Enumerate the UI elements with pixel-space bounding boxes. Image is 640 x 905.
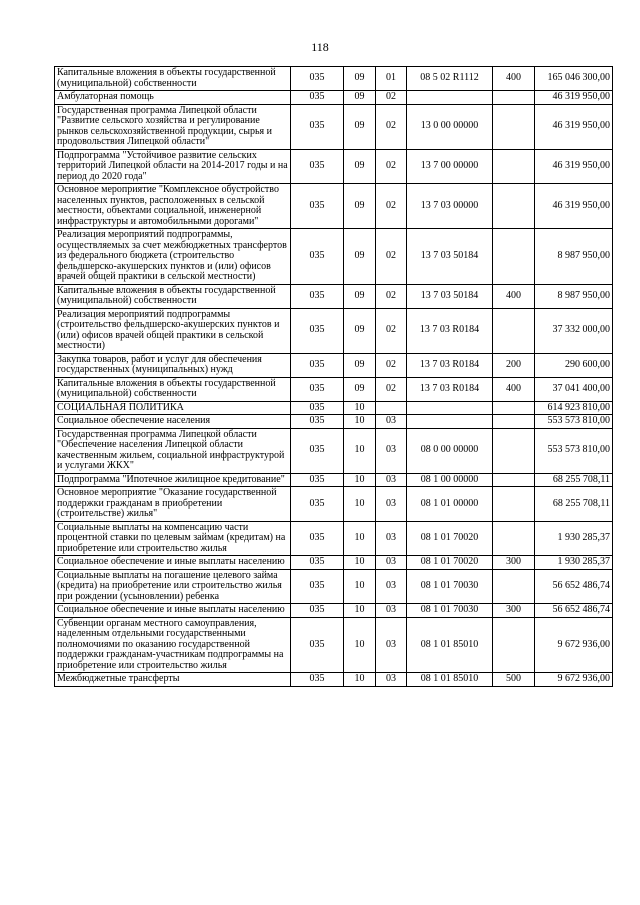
expense-type-cell xyxy=(493,487,535,522)
amount-cell: 68 255 708,11 xyxy=(535,473,613,487)
section-code-cell: 10 xyxy=(344,569,376,604)
amount-cell: 46 319 950,00 xyxy=(535,91,613,105)
target-article-cell xyxy=(407,91,493,105)
target-article-cell: 08 1 00 00000 xyxy=(407,473,493,487)
target-article-cell: 08 1 01 00000 xyxy=(407,487,493,522)
row-name-cell: Социальное обеспечение и иные выплаты населению xyxy=(55,604,291,618)
target-article-cell: 08 1 01 70030 xyxy=(407,604,493,618)
target-article-cell: 13 7 03 R0184 xyxy=(407,353,493,377)
row-name-cell: Межбюджетные трансферты xyxy=(55,673,291,687)
subsection-code-cell: 03 xyxy=(376,569,407,604)
table-row xyxy=(55,617,613,673)
row-name-cell: Капитальные вложения в объекты государственной (муниципальной) собственности xyxy=(55,67,291,91)
section-code-cell: 10 xyxy=(344,556,376,570)
subsection-code-cell: 03 xyxy=(376,521,407,556)
expense-type-cell: 500 xyxy=(493,673,535,687)
row-name-cell: СОЦИАЛЬНАЯ ПОЛИТИКА xyxy=(55,401,291,415)
ministry-code-cell: 035 xyxy=(291,569,344,604)
section-code-cell: 09 xyxy=(344,67,376,91)
ministry-code-cell: 035 xyxy=(291,428,344,473)
table-row xyxy=(55,353,613,377)
amount-cell: 1 930 285,37 xyxy=(535,521,613,556)
subsection-code-cell: 03 xyxy=(376,556,407,570)
subsection-code-cell: 03 xyxy=(376,673,407,687)
row-name-cell: Субвенции органам местного самоуправления, наделенным отдельными государственными полномочиями по оказанию государственной поддержки гражданам-участникам подпрограммы на приобретение или строительство жилья xyxy=(55,617,291,673)
row-name-cell: Социальные выплаты на погашение целевого займа (кредита) на приобретение или строительство жилья при рождении (усыновлении) ребенка xyxy=(55,569,291,604)
section-code-cell: 10 xyxy=(344,473,376,487)
row-name-cell: Основное мероприятие "Оказание государственной поддержки гражданам в приобретении (строительстве) жилья" xyxy=(55,487,291,522)
row-name-cell: Амбулаторная помощь xyxy=(55,91,291,105)
expense-type-cell xyxy=(493,229,535,285)
target-article-cell: 13 7 03 50184 xyxy=(407,284,493,308)
budget-table-body xyxy=(55,67,613,687)
table-row xyxy=(55,604,613,618)
section-code-cell: 10 xyxy=(344,617,376,673)
subsection-code-cell: 03 xyxy=(376,428,407,473)
ministry-code-cell: 035 xyxy=(291,308,344,353)
amount-cell: 614 923 810,00 xyxy=(535,401,613,415)
target-article-cell: 08 1 01 85010 xyxy=(407,673,493,687)
target-article-cell xyxy=(407,401,493,415)
ministry-code-cell: 035 xyxy=(291,353,344,377)
section-code-cell: 09 xyxy=(344,184,376,229)
ministry-code-cell: 035 xyxy=(291,377,344,401)
amount-cell: 46 319 950,00 xyxy=(535,149,613,184)
table-row xyxy=(55,184,613,229)
amount-cell: 165 046 300,00 xyxy=(535,67,613,91)
row-name-cell: Государственная программа Липецкой области "Развитие сельского хозяйства и регулирование рынков сельскохозяйственной продукции, сырья и продовольствия Липецкой области" xyxy=(55,104,291,149)
table-row xyxy=(55,473,613,487)
target-article-cell xyxy=(407,415,493,429)
row-name-cell: Подпрограмма "Устойчивое развитие сельских территорий Липецкой области на 2014-2017 годы и на период до 2020 года" xyxy=(55,149,291,184)
row-name-cell: Капитальные вложения в объекты государственной (муниципальной) собственности xyxy=(55,284,291,308)
expense-type-cell: 200 xyxy=(493,353,535,377)
subsection-code-cell: 02 xyxy=(376,229,407,285)
row-name-cell: Закупка товаров, работ и услуг для обеспечения государственных (муниципальных) нужд xyxy=(55,353,291,377)
target-article-cell: 13 0 00 00000 xyxy=(407,104,493,149)
amount-cell: 37 332 000,00 xyxy=(535,308,613,353)
table-row xyxy=(55,377,613,401)
section-code-cell: 10 xyxy=(344,428,376,473)
section-code-cell: 10 xyxy=(344,521,376,556)
table-row xyxy=(55,91,613,105)
row-name-cell: Социальное обеспечение и иные выплаты населению xyxy=(55,556,291,570)
expense-type-cell xyxy=(493,149,535,184)
ministry-code-cell: 035 xyxy=(291,604,344,618)
budget-table xyxy=(54,66,613,687)
amount-cell: 46 319 950,00 xyxy=(535,104,613,149)
subsection-code-cell: 03 xyxy=(376,487,407,522)
table-row xyxy=(55,415,613,429)
expense-type-cell xyxy=(493,428,535,473)
amount-cell: 68 255 708,11 xyxy=(535,487,613,522)
expense-type-cell: 400 xyxy=(493,67,535,91)
expense-type-cell xyxy=(493,91,535,105)
page-number: 118 xyxy=(311,40,329,54)
target-article-cell: 08 1 01 70020 xyxy=(407,521,493,556)
section-code-cell: 09 xyxy=(344,104,376,149)
expense-type-cell xyxy=(493,308,535,353)
table-row xyxy=(55,104,613,149)
row-name-cell: Основное мероприятие "Комплексное обустройство населенных пунктов, расположенных в сельской местности, объектами социальной, инженерной инфраструктуры и автомобильными дорогами" xyxy=(55,184,291,229)
expense-type-cell: 300 xyxy=(493,556,535,570)
subsection-code-cell: 02 xyxy=(376,308,407,353)
amount-cell: 553 573 810,00 xyxy=(535,428,613,473)
subsection-code-cell: 02 xyxy=(376,184,407,229)
ministry-code-cell: 035 xyxy=(291,487,344,522)
target-article-cell: 13 7 03 R0184 xyxy=(407,377,493,401)
table-row xyxy=(55,521,613,556)
section-code-cell: 10 xyxy=(344,487,376,522)
table-row xyxy=(55,569,613,604)
target-article-cell: 13 7 03 R0184 xyxy=(407,308,493,353)
expense-type-cell xyxy=(493,184,535,229)
table-row xyxy=(55,284,613,308)
subsection-code-cell: 03 xyxy=(376,473,407,487)
row-name-cell: Капитальные вложения в объекты государственной (муниципальной) собственности xyxy=(55,377,291,401)
section-code-cell: 09 xyxy=(344,229,376,285)
amount-cell: 8 987 950,00 xyxy=(535,229,613,285)
subsection-code-cell: 01 xyxy=(376,67,407,91)
amount-cell: 37 041 400,00 xyxy=(535,377,613,401)
ministry-code-cell: 035 xyxy=(291,104,344,149)
expense-type-cell xyxy=(493,569,535,604)
table-row xyxy=(55,229,613,285)
ministry-code-cell: 035 xyxy=(291,91,344,105)
table-row xyxy=(55,673,613,687)
expense-type-cell xyxy=(493,104,535,149)
subsection-code-cell xyxy=(376,401,407,415)
ministry-code-cell: 035 xyxy=(291,401,344,415)
section-code-cell: 10 xyxy=(344,673,376,687)
table-row xyxy=(55,401,613,415)
section-code-cell: 09 xyxy=(344,284,376,308)
expense-type-cell xyxy=(493,415,535,429)
section-code-cell: 09 xyxy=(344,308,376,353)
ministry-code-cell: 035 xyxy=(291,149,344,184)
amount-cell: 553 573 810,00 xyxy=(535,415,613,429)
ministry-code-cell: 035 xyxy=(291,473,344,487)
amount-cell: 8 987 950,00 xyxy=(535,284,613,308)
section-code-cell: 10 xyxy=(344,401,376,415)
table-row xyxy=(55,67,613,91)
ministry-code-cell: 035 xyxy=(291,415,344,429)
ministry-code-cell: 035 xyxy=(291,67,344,91)
row-name-cell: Государственная программа Липецкой области "Обеспечение населения Липецкой области качественным жильем, социальной инфраструктурой и услугами ЖКХ" xyxy=(55,428,291,473)
ministry-code-cell: 035 xyxy=(291,184,344,229)
section-code-cell: 09 xyxy=(344,377,376,401)
amount-cell: 56 652 486,74 xyxy=(535,604,613,618)
section-code-cell: 10 xyxy=(344,415,376,429)
row-name-cell: Реализация мероприятий подпрограммы (строительство фельдшерско-акушерских пунктов и (или) офисов врачей общей практики в сельской местности) xyxy=(55,308,291,353)
expense-type-cell: 400 xyxy=(493,377,535,401)
section-code-cell: 09 xyxy=(344,91,376,105)
amount-cell: 9 672 936,00 xyxy=(535,673,613,687)
amount-cell: 290 600,00 xyxy=(535,353,613,377)
target-article-cell: 13 7 00 00000 xyxy=(407,149,493,184)
ministry-code-cell: 035 xyxy=(291,617,344,673)
target-article-cell: 13 7 03 00000 xyxy=(407,184,493,229)
amount-cell: 46 319 950,00 xyxy=(535,184,613,229)
row-name-cell: Подпрограмма "Ипотечное жилищное кредитование" xyxy=(55,473,291,487)
row-name-cell: Реализация мероприятий подпрограммы, осуществляемых за счет межбюджетных трансфертов из федерального бюджета (строительство фельдшерско-акушерских пунктов и (или) офисов врачей общей практики в сельской местности) xyxy=(55,229,291,285)
section-code-cell: 09 xyxy=(344,149,376,184)
target-article-cell: 08 1 01 70020 xyxy=(407,556,493,570)
amount-cell: 1 930 285,37 xyxy=(535,556,613,570)
expense-type-cell xyxy=(493,521,535,556)
ministry-code-cell: 035 xyxy=(291,556,344,570)
subsection-code-cell: 02 xyxy=(376,284,407,308)
target-article-cell: 08 1 01 70030 xyxy=(407,569,493,604)
table-row xyxy=(55,556,613,570)
subsection-code-cell: 02 xyxy=(376,377,407,401)
section-code-cell: 10 xyxy=(344,604,376,618)
table-row xyxy=(55,149,613,184)
target-article-cell: 08 0 00 00000 xyxy=(407,428,493,473)
ministry-code-cell: 035 xyxy=(291,673,344,687)
expense-type-cell: 300 xyxy=(493,604,535,618)
target-article-cell: 08 1 01 85010 xyxy=(407,617,493,673)
subsection-code-cell: 03 xyxy=(376,604,407,618)
ministry-code-cell: 035 xyxy=(291,521,344,556)
subsection-code-cell: 03 xyxy=(376,415,407,429)
table-row xyxy=(55,308,613,353)
target-article-cell: 08 5 02 R1112 xyxy=(407,67,493,91)
subsection-code-cell: 02 xyxy=(376,91,407,105)
section-code-cell: 09 xyxy=(344,353,376,377)
subsection-code-cell: 02 xyxy=(376,149,407,184)
expense-type-cell xyxy=(493,617,535,673)
ministry-code-cell: 035 xyxy=(291,284,344,308)
expense-type-cell: 400 xyxy=(493,284,535,308)
expense-type-cell xyxy=(493,401,535,415)
amount-cell: 56 652 486,74 xyxy=(535,569,613,604)
subsection-code-cell: 03 xyxy=(376,617,407,673)
subsection-code-cell: 02 xyxy=(376,104,407,149)
amount-cell: 9 672 936,00 xyxy=(535,617,613,673)
row-name-cell: Социальное обеспечение населения xyxy=(55,415,291,429)
target-article-cell: 13 7 03 50184 xyxy=(407,229,493,285)
ministry-code-cell: 035 xyxy=(291,229,344,285)
row-name-cell: Социальные выплаты на компенсацию части процентной ставки по целевым займам (кредитам) на приобретение или строительство жилья xyxy=(55,521,291,556)
expense-type-cell xyxy=(493,473,535,487)
subsection-code-cell: 02 xyxy=(376,353,407,377)
table-row xyxy=(55,487,613,522)
table-row xyxy=(55,428,613,473)
